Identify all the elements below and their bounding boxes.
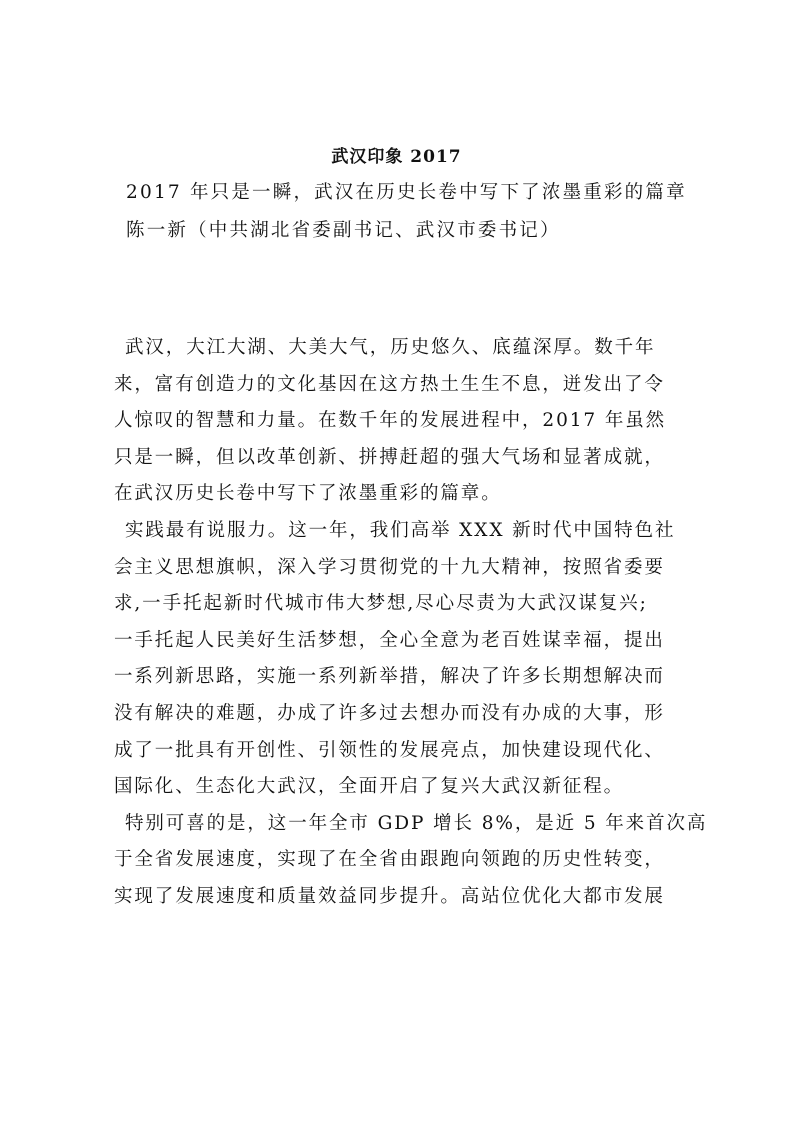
subtitle-headline: 2017 年只是一瞬，武汉在历史长卷中写下了浓墨重彩的篇章	[126, 182, 687, 203]
paragraph-3-line: 特别可喜的是，这一年全市 GDP 增长 8%，是近 5 年来首次高	[125, 812, 708, 834]
paragraph-1-line: 在武汉历史长卷中写下了浓墨重彩的篇章。	[114, 483, 502, 505]
paragraph-1-line: 只是一瞬，但以改革创新、拼搏赶超的强大气场和显著成就，	[114, 446, 665, 468]
paragraph-2-line: 一系列新思路，实施一系列新举措，解决了许多长期想解决而	[114, 666, 665, 688]
paragraph-2-line: 会主义思想旗帜，深入学习贯彻党的十九大精神，按照省委要	[114, 556, 665, 578]
paragraph-2-line: 成了一批具有开创性、引领性的发展亮点，加快建设现代化、	[114, 739, 665, 761]
paragraph-3-line: 实现了发展速度和质量效益同步提升。高站位优化大都市发展	[114, 885, 665, 907]
paragraph-2-line: 一手托起人民美好生活梦想，全心全意为老百姓谋幸福，提出	[114, 629, 665, 651]
paragraph-2-line: 求,一手托起新时代城市伟大梦想,尽心尽责为大武汉谋复兴;	[114, 593, 648, 615]
paragraph-1-line: 来，富有创造力的文化基因在这方热土生生不息，迸发出了令	[114, 373, 665, 395]
subtitle-author: 陈一新（中共湖北省委副书记、武汉市委书记）	[126, 220, 561, 241]
document-title: 武汉印象 2017	[331, 147, 462, 167]
paragraph-1-line: 人惊叹的智慧和力量。在数千年的发展进程中，2017 年虽然	[114, 410, 667, 432]
paragraph-2-line: 国际化、生态化大武汉，全面开启了复兴大武汉新征程。	[114, 776, 625, 798]
paragraph-2-line: 实践最有说服力。这一年，我们高举 XXX 新时代中国特色社	[125, 519, 676, 541]
paragraph-2-line: 没有解决的难题，办成了许多过去想办而没有办成的大事，形	[114, 702, 665, 724]
paragraph-3-line: 于全省发展速度，实现了在全省由跟跑向领跑的历史性转变，	[114, 849, 665, 871]
paragraph-1-line: 武汉，大江大湖、大美大气，历史悠久、底蕴深厚。数千年	[125, 337, 656, 358]
document-body	[114, 330, 708, 916]
